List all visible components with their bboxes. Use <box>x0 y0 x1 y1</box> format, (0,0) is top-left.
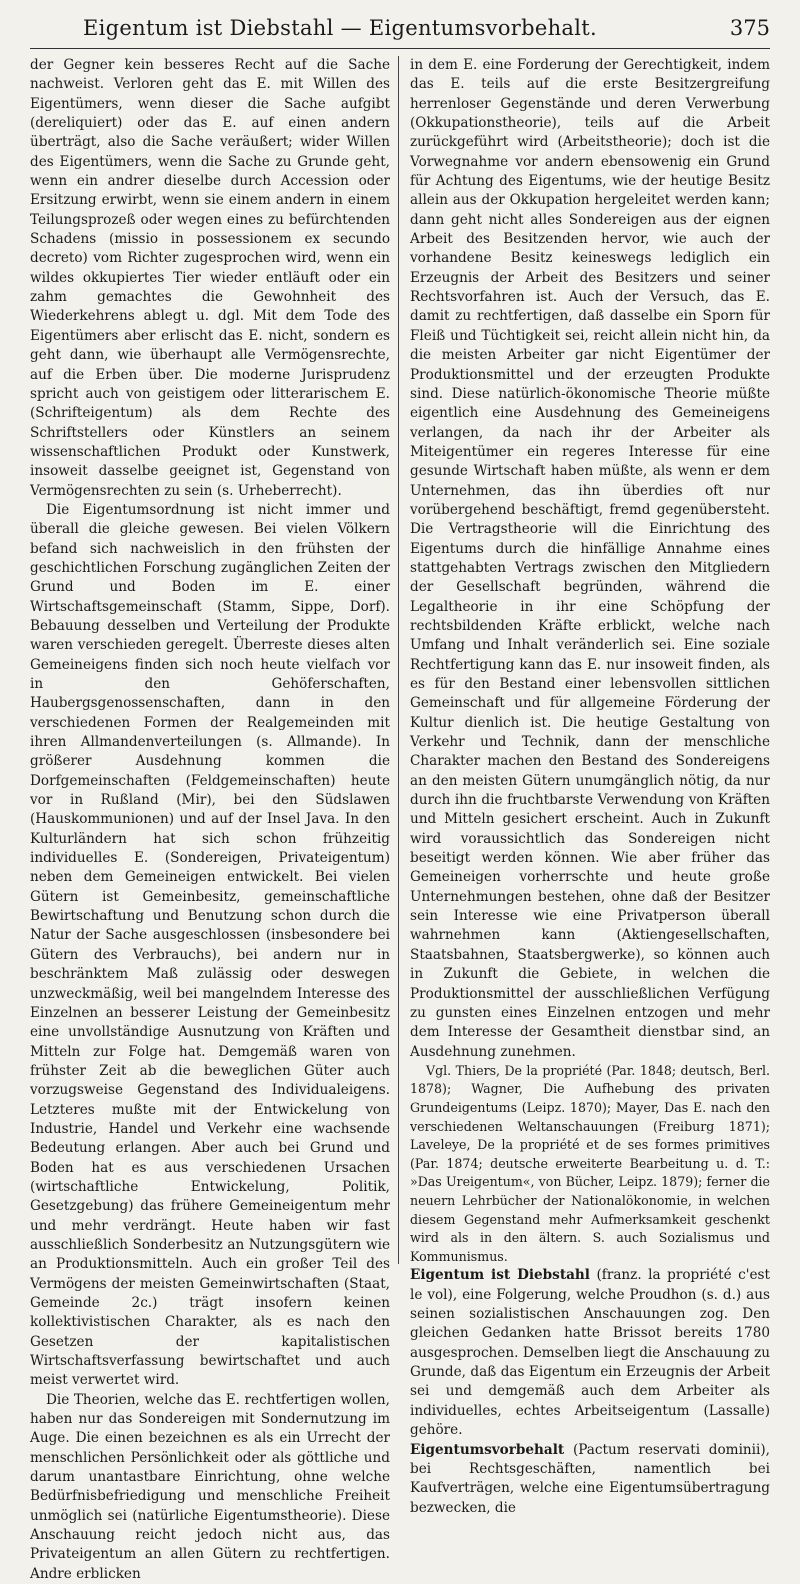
page-number: 375 <box>729 16 770 40</box>
left-column <box>30 56 390 1582</box>
running-title: Eigentum ist Diebstahl — Eigentumsvorbehalt. <box>83 16 597 40</box>
entry-eigentum-ist-diebstahl <box>410 1266 770 1440</box>
paragraph: Die Eigentumsordnung ist nicht immer und überall die gleiche gewesen. Bei vielen Völkern befand sich nachweislich in den frühsten der geschichtlichen Forschung zugänglichen Zeiten der Grund und Boden im E. einer Wirtschaftsgemeinschaft (Stamm, Sippe, Dorf). Bebauung desselben und Verteilung der Produkte waren verschieden geregelt. Überreste dieses alten Gemeineigens finden sich noch heute vielfach vor in den Gehöferschaften, Haubergsgenossenschaften, dann in den verschiedenen Formen der Realgemeinden mit ihren Allmandenverteilungen (s. Allmande). In größerer Ausdehnung kommen die Dorfgemeinschaften (Feldgemeinschaften) heute vor in Rußland (Mir), bei den Südslawen (Hauskommunionen) und auf der Insel Java. In den Kulturländern hat sich schon frühzeitig individuelles E. (Sondereigen, Privateigentum) neben dem Gemeineigen entwickelt. Bei vielen Gütern ist Gemeinbesitz, gemeinschaftliche Bewirtschaftung und Benutzung schon durch die Natur der Sache ausgeschlossen (insbesondere bei Gütern des Verbrauchs), bei andern nur in beschränktem Maß zulässig oder deswegen unzweckmäßig, weil bei mangelndem Interesse des Einzelnen an besserer Leistung der Gemeinbesitz eine unvollständige Ausnutzung von Kräften und Mitteln zur Folge hat. Demgemäß waren von frühster Zeit ab die beweglichen Güter auch vorzugsweise Gegenstand des Individualeigens. Letzteres mußte mit der Entwickelung von Industrie, Handel und Verkehr eine wachsende Bedeutung erlangen. Aber auch bei Grund und Boden hat es aus verschiedenen Ursachen (wirtschaftliche Entwickelung, Politik, Gesetzgebung) das frühere Gemeineigentum mehr und mehr verdrängt. Heute haben wir fast ausschließlich Sonderbesitz an Nutzungsgütern wie an Produktionsmitteln. Auch ein großer Teil des Vermögens der meisten Gemeinwirtschaften (Staat, Gemeinde 2c.) trägt insofern keinen kollektivistischen Charakter, als es nach den Gesetzen der kapitalistischen Wirtschaftsverfassung bewirtschaftet und auch meist verwertet wird. <box>30 501 390 1389</box>
entry-text: (Pactum reservati dominii), bei Rechtsgeschäften, namentlich bei Kaufverträgen, welche eine Eigentumsübertragung bezwecken, die <box>410 1441 770 1516</box>
paragraph: der Gegner kein besseres Recht auf die Sache nachweist. Verloren geht das E. mit Willen des Eigentümers, wenn dieser die Sache aufgibt (dereliquiert) oder das E. auf einen andern überträgt, also die Sache veräußert; wider Willen des Eigentümers, wenn die Sache zu Grunde geht, wenn ein andrer dieselbe durch Accession oder Ersitzung erwirbt, wenn sie einem andern in einem Teilungsprozeß oder wegen eines zu befürchtenden Schadens (missio in possessionem ex secundo decreto) vom Richter zugesprochen wird, wenn ein wildes okkupiertes Tier wieder entläuft oder ein zahm gemachtes die Gewohnheit des Wiederkehrens ablegt u. dgl. Mit dem Tode des Eigentümers aber erlischt das E. nicht, sondern es geht dann, wie überhaupt alle Vermögensrechte, auf die Erben über. Die moderne Jurisprudenz spricht auch von geistigem oder litterarischem E. (Schrifteigentum) als dem Rechte des Schriftstellers oder Künstlers an seinem wissenschaftlichen Produkt oder Kunstwerk, insoweit dasselbe geeignet ist, Gegenstand von Vermögensrechten zu sein (s. Urheberrecht). <box>30 57 390 499</box>
literature-references: Vgl. Thiers, De la propriété (Par. 1848; deutsch, Berl. 1878); Wagner, Die Aufhebung des privaten Grundeigentums (Leipz. 1870); Mayer, Das E. nach den verschiedenen Weltanschauungen (Freiburg 1871); Laveleye, De la propriété et de ses formes primitives (Par. 1874; deutsche erweiterte Bearbeitung u. d. T.: »Das Ureigentum«, von Bücher, Leipz. 1879); ferner die neuern Lehrbücher der Nationalökonomie, in welchen diesem Gegenstand mehr Aufmerksamkeit geschenkt wird als in den ältern. S. auch Sozialismus und Kommunismus. <box>410 1062 770 1264</box>
entry-text: (franz. la propriété c'est le vol), eine Folgerung, welche Proudhon (s. d.) aus seinen sozialistischen Anschauungen zog. Den gleichen Gedanken hatte Brissot bereits 1780 ausgesprochen. Demselben liegt die Anschauung zu Grunde, daß das Eigentum ein Erzeugnis der Arbeit sei und demgemäß auch dem Arbeiter als individuelles, echtes Arbeitseigentum (Lassalle) gehöre. <box>410 1267 770 1439</box>
running-header <box>30 14 770 49</box>
entry-headword: Eigentumsvorbehalt <box>410 1441 565 1458</box>
column-divider <box>398 56 399 1264</box>
paragraph: Die Theorien, welche das E. rechtfertigen wollen, haben nur das Sondereigen mit Sondernutzung im Auge. Die einen bezeichnen es als ein Urrecht der menschlichen Persönlichkeit oder als göttliche und darum unantastbare Einrichtung, ohne welche Bedürfnisbefriedigung und menschliche Freiheit unmöglich sei (natürliche Eigentumstheorie). Diese Anschauung reicht jedoch nicht aus, das Privateigentum an allen Gütern zu rechtfertigen. Andre erblicken <box>30 1391 390 1582</box>
entry-headword: Eigentum ist Diebstahl <box>410 1267 590 1284</box>
entry-eigentumsvorbehalt <box>410 1441 770 1518</box>
right-column <box>410 56 770 1516</box>
paragraph: in dem E. eine Forderung der Gerechtigkeit, indem das E. teils auf die erste Besitzergreifung herrenloser Gegenstände und deren Verwerbung (Okkupationstheorie), teils auf die Arbeit zurückgeführt wird (Arbeitstheorie); doch ist die Vorwegnahme vor andern ebensowenig ein Grund für Achtung des Eigentums, wie der heutige Besitz allein aus der Okkupation hergeleitet werden kann; dann geht nicht alles Sondereigen aus der eignen Arbeit des Besitzenden hervor, wie auch der vorhandene Besitz keineswegs lediglich ein Erzeugnis der Arbeit des Besitzers und seiner Rechtsvorfahren ist. Auch der Versuch, das E. damit zu rechtfertigen, daß dasselbe ein Sporn für Fleiß und Tüchtigkeit sei, reicht allein nicht hin, da die meisten Arbeiter gar nicht Eigentümer der Produktionsmittel und der erzeugten Produkte sind. Diese natürlich-ökonomische Theorie müßte eigentlich eine Ausdehnung des Gemeineigens verlangen, da nach ihr der Arbeiter als Miteigentümer ein regeres Interesse für eine gesunde Wirtschaft haben müßte, als wenn er dem Unternehmen, das ihn überdies oft nur vorübergehend beschäftigt, fremd gegenübersteht. Die Vertragstheorie will die Einrichtung des Eigentums durch die hinfällige Annahme eines stattgehabten Vertrags zwischen den Mitgliedern der Gesellschaft begründen, während die Legaltheorie in ihr eine Schöpfung der rechtsbildenden Kräfte erblickt, welche nach Umfang und Inhalt veränderlich sei. Eine soziale Rechtfertigung kann das E. nur insoweit finden, als es für den Bestand einer lebensvollen sittlichen Gemeinschaft und für allgemeine Förderung der Kultur dienlich ist. Die heutige Gestaltung von Verkehr und Technik, dann der menschliche Charakter machen den Bestand des Sondereigens an den meisten Gütern unumgänglich nötig, da nur durch ihn die fruchtbarste Verwendung von Kräften und Mitteln gesichert erscheint. Auch in Zukunft wird voraussichtlich das Sondereigen nicht beseitigt werden können. Wie aber früher das Gemeineigen vorherrschte und heute große Unternehmungen bestehen, ohne daß der Besitzer sein Interesse wie eine Privatperson überall wahrnehmen kann (Aktiengesellschaften, Staatsbahnen, Staatsbergwerke), so können auch in Zukunft die Gebiete, in welchen die Produktionsmittel der ausschließlichen Verfügung zu gunsten eines Einzelnen entzogen und mehr dem Interesse der Gesamtheit dienstbar sind, an Ausdehnung zunehmen. <box>410 57 770 1060</box>
